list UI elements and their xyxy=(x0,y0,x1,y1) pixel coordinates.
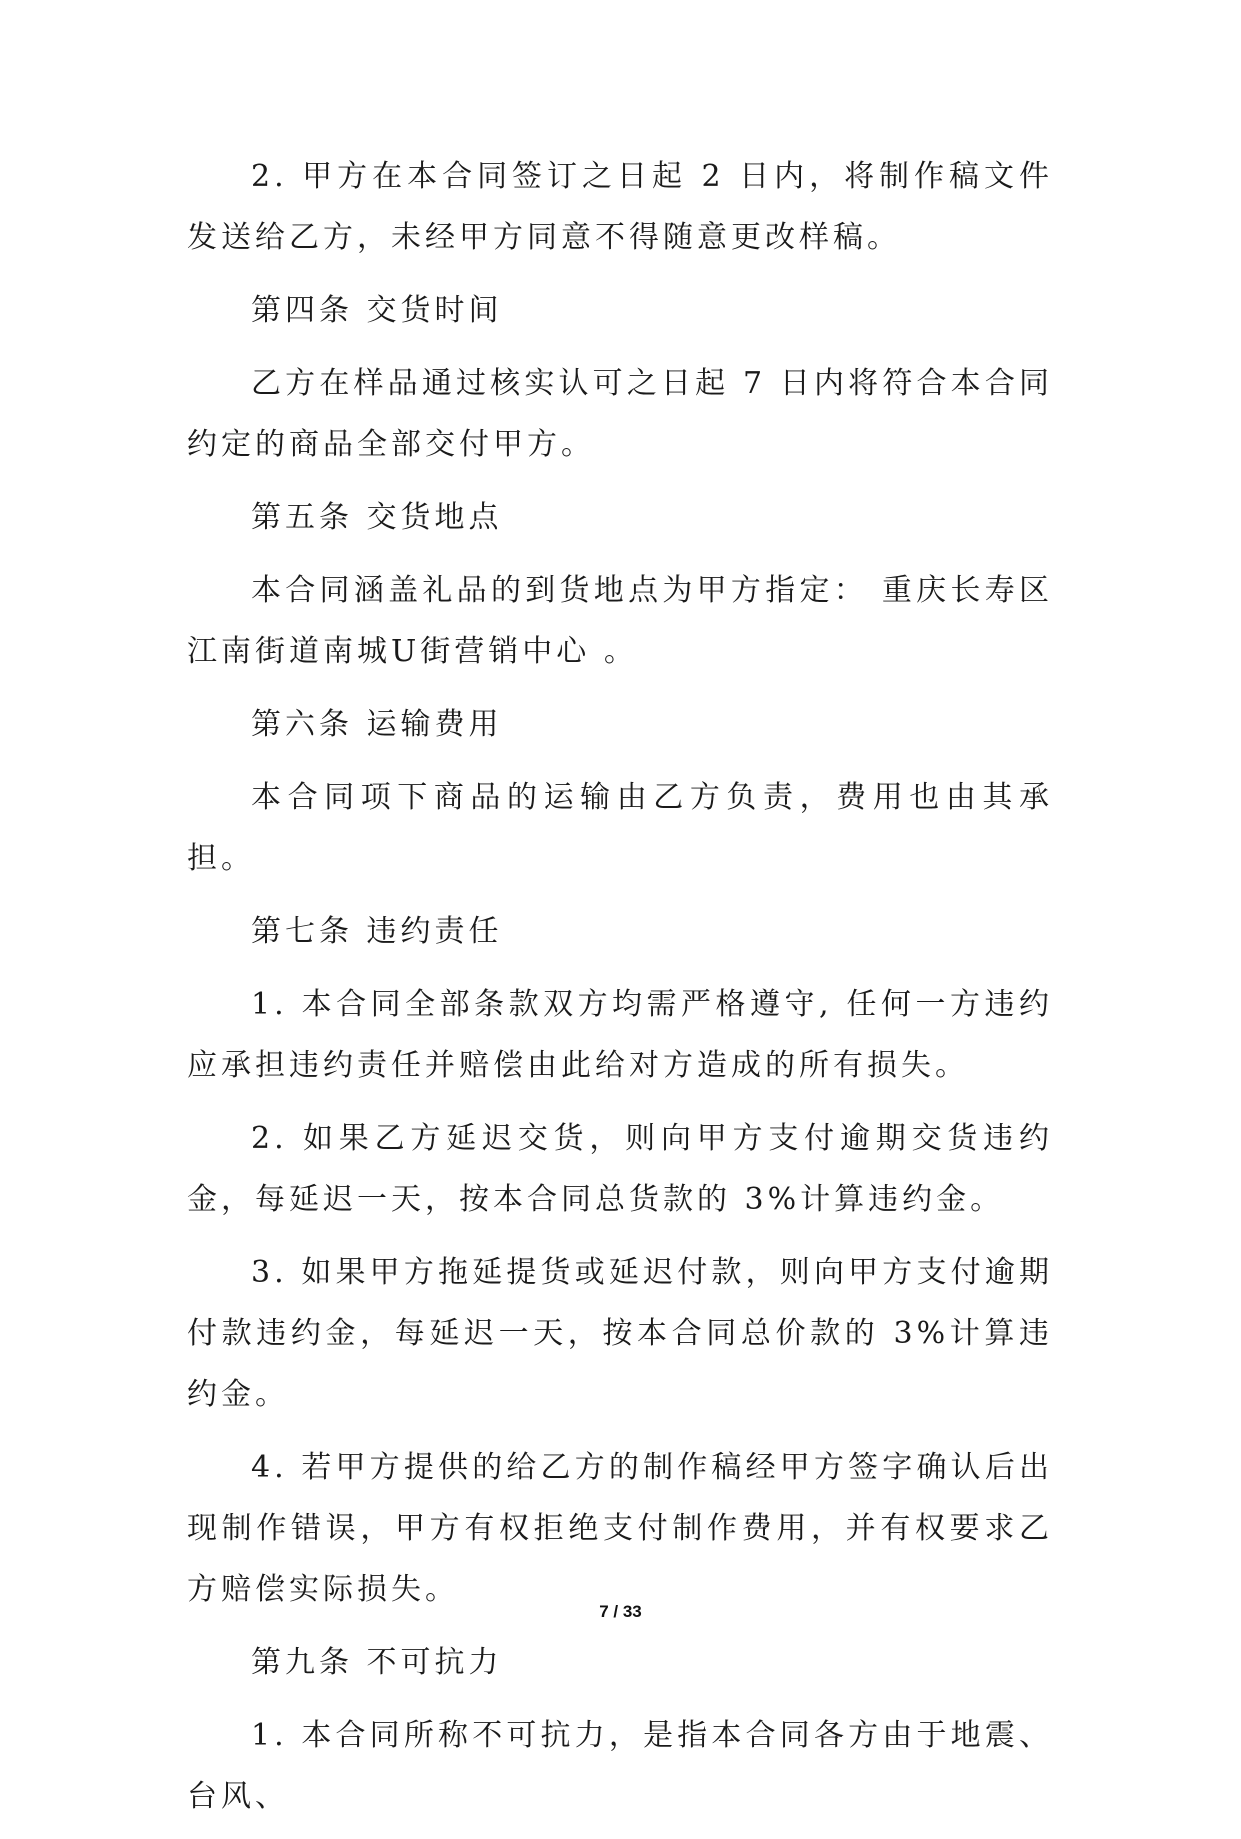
article-5-heading: 第五条 交货地点 xyxy=(251,500,503,535)
article-4-body: 乙方在样品通过核实认可之日起 7 日内将符合本合同约定的商品全部交付甲方。 xyxy=(187,366,1053,462)
article-7-item-3: 3. 如果甲方拖延提货或延迟付款，则向甲方支付逾期付款违约金，每延迟一天，按本合同总价款的 3%计算违约金。 xyxy=(187,1255,1053,1412)
article-6-heading: 第六条 运输费用 xyxy=(251,707,503,742)
article-7-item-2: 2. 如果乙方延迟交货，则向甲方支付逾期交货违约金，每延迟一天，按本合同总货款的 3%计算违约金。 xyxy=(187,1121,1053,1217)
article-4-heading: 第四条 交货时间 xyxy=(251,293,503,328)
article-5-body: 本合同涵盖礼品的到货地点为甲方指定： 重庆长寿区江南街道南城U街营销中心 。 xyxy=(187,573,1053,669)
article-9-item-1: 1. 本合同所称不可抗力，是指本合同各方由于地震、台风、 xyxy=(187,1718,1053,1814)
page-number: 7 / 33 xyxy=(599,1602,642,1621)
clause-3-item-2: 2. 甲方在本合同签订之日起 2 日内，将制作稿文件发送给乙方，未经甲方同意不得随意更改样稿。 xyxy=(187,159,1053,255)
article-9-heading: 第九条 不可抗力 xyxy=(251,1645,503,1680)
article-6-body: 本合同项下商品的运输由乙方负责，费用也由其承担。 xyxy=(187,780,1053,876)
article-7-item-4: 4. 若甲方提供的给乙方的制作稿经甲方签字确认后出现制作错误，甲方有权拒绝支付制作费用，并有权要求乙方赔偿实际损失。 xyxy=(187,1450,1053,1607)
document-body xyxy=(187,146,1053,1839)
article-7-heading: 第七条 违约责任 xyxy=(251,914,503,949)
article-7-item-1: 1. 本合同全部条款双方均需严格遵守, 任何一方违约应承担违约责任并赔偿由此给对方造成的所有损失。 xyxy=(187,987,1053,1083)
